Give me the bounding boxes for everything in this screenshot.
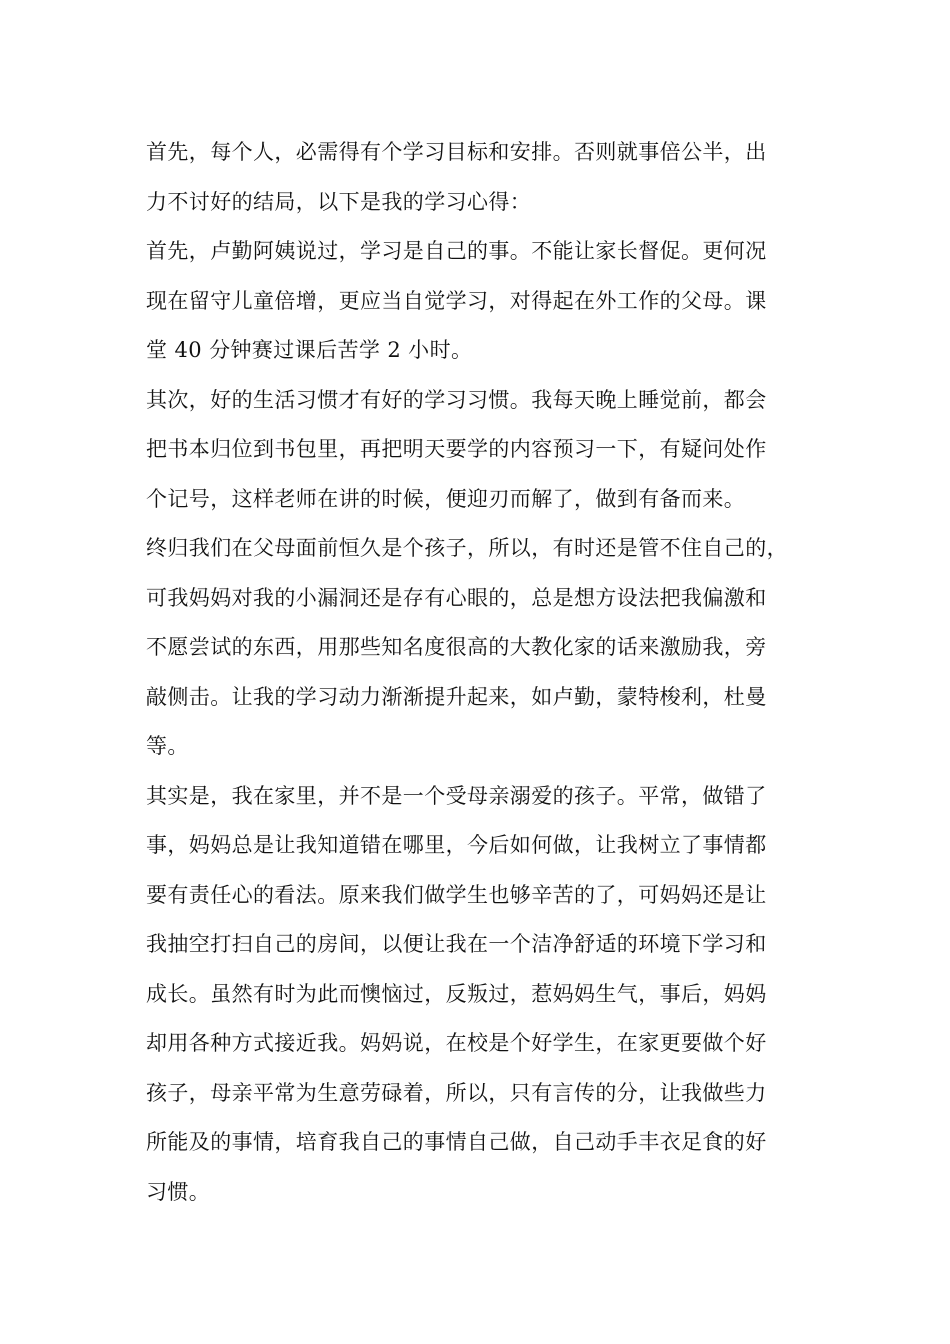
text-line: 其次，好的生活习惯才有好的学习习惯。我每天晚上睡觉前，都会	[146, 387, 767, 412]
text-line: 习惯。	[146, 1179, 211, 1204]
text-line: 力不讨好的结局，以下是我的学习心得：	[146, 189, 532, 214]
text-line: 可我妈妈对我的小漏洞还是存有心眼的，总是想方设法把我偏激和	[146, 585, 767, 610]
text-line: 事，妈妈总是让我知道错在哪里，今后如何做，让我树立了事情都	[146, 833, 767, 857]
text-line: 不愿尝试的东西，用那些知名度很高的大教化家的话来激励我，旁	[146, 635, 767, 659]
text-line: 所能及的事情，培育我自己的事情自己做，自己动手丰衣足食的好	[146, 1130, 767, 1154]
text-line: 等。	[146, 734, 189, 758]
text-line: 我抽空打扫自己的房间，以便让我在一个洁净舒适的环境下学习和	[146, 932, 767, 956]
text-line: 却用各种方式接近我。妈妈说，在校是个好学生，在家更要做个好	[146, 1031, 767, 1055]
text-line: 其实是，我在家里，并不是一个受母亲溺爱的孩子。平常，做错了	[146, 783, 767, 808]
text-line: 把书本归位到书包里，再把明天要学的内容预习一下，有疑问处作	[146, 437, 767, 461]
document-body	[146, 128, 826, 1217]
text-line: 堂 40 分钟赛过课后苦学 2 小时。	[146, 338, 473, 362]
text-line: 要有责任心的看法。原来我们做学生也够辛苦的了，可妈妈还是让	[146, 882, 767, 907]
text-line: 首先，卢勤阿姨说过，学习是自己的事。不能让家长督促。更何况	[146, 239, 767, 263]
text-line: 孩子，母亲平常为生意劳碌着，所以，只有言传的分，让我做些力	[146, 1080, 767, 1105]
text-line: 个记号，这样老师在讲的时候，便迎刃而解了，做到有备而来。	[146, 486, 746, 511]
text-line: 现在留守儿童倍增，更应当自觉学习，对得起在外工作的父母。课	[146, 288, 767, 313]
text-line: 成长。虽然有时为此而懊恼过，反叛过，惹妈妈生气，事后，妈妈	[146, 981, 767, 1006]
text-line: 终归我们在父母面前恒久是个孩子，所以，有时还是管不住自己的，	[146, 536, 788, 560]
text-line: 敲侧击。让我的学习动力渐渐提升起来，如卢勤，蒙特梭利，杜曼	[146, 684, 767, 709]
text-line: 首先，每个人，必需得有个学习目标和安排。否则就事倍公半，出	[146, 140, 767, 164]
